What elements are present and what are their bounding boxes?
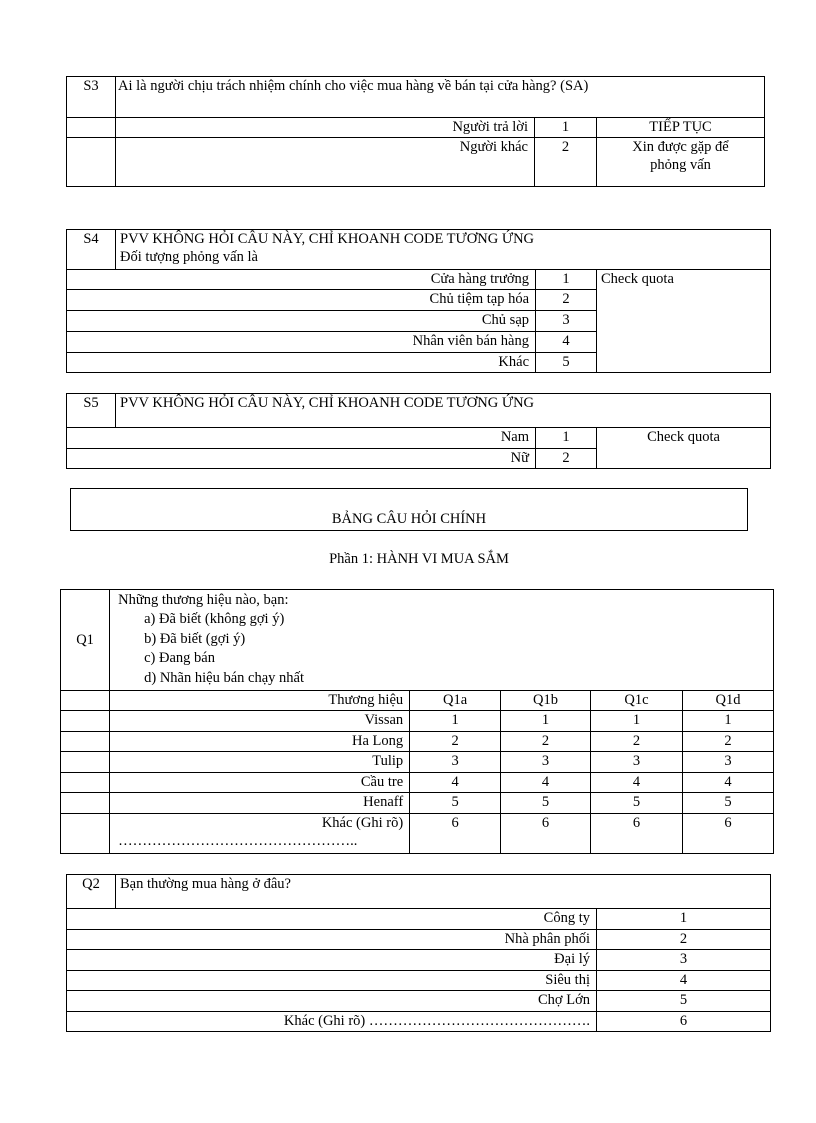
q1-cell-code[interactable]: 3: [590, 752, 682, 773]
q1-cell-code[interactable]: 5: [501, 793, 591, 814]
q1-header-col: Q1a: [410, 691, 501, 711]
s5-option-label: Nữ: [67, 449, 536, 469]
q1-cell-code[interactable]: 6: [682, 814, 773, 854]
q1-subitem: b) Đã biết (gợi ý): [144, 630, 246, 647]
q2-option-code[interactable]: 6: [597, 1012, 771, 1032]
q1-header-col: Q1c: [590, 691, 682, 711]
s4-option-code[interactable]: 2: [536, 290, 597, 311]
q1-cell-code[interactable]: 4: [682, 773, 773, 793]
q1-subitem: c) Đang bán: [144, 650, 215, 666]
s3-option-code[interactable]: 2: [535, 138, 597, 187]
q1-cell-code[interactable]: 1: [501, 711, 591, 732]
q2-option-label[interactable]: Khác (Ghi rõ) ……………………………………….: [67, 1012, 597, 1032]
q1-brand: Cầu tre: [110, 773, 410, 793]
main-title-box: [70, 488, 748, 531]
q1-cell-code[interactable]: 4: [501, 773, 591, 793]
s5-code: S5: [67, 394, 116, 428]
q1-other-cell: [110, 814, 410, 854]
s4-option-label: Chủ tiệm tạp hóa: [67, 290, 536, 311]
s4-option-label: Khác: [67, 353, 536, 373]
q1-cell-code[interactable]: 4: [410, 773, 501, 793]
q1-cell-code[interactable]: 3: [410, 752, 501, 773]
s3-table: [66, 76, 765, 187]
q1-header-brand: Thương hiệu: [110, 691, 410, 711]
q2-option-label: Công ty: [67, 909, 597, 930]
s4-option-label: Nhân viên bán hàng: [67, 332, 536, 353]
q1-cell-code[interactable]: 5: [682, 793, 773, 814]
q1-cell-code[interactable]: 1: [682, 711, 773, 732]
s3-option-note: Xin được gặp để phỏng vấn: [597, 138, 765, 187]
s4-code: S4: [67, 230, 116, 270]
q1-cell-code[interactable]: 1: [590, 711, 682, 732]
s3-option-label: Người trả lời: [116, 118, 535, 138]
q1-brand: Henaff: [110, 793, 410, 814]
q1-cell-code[interactable]: 5: [590, 793, 682, 814]
q1-question-block: [110, 590, 774, 691]
table-row: [61, 773, 774, 793]
q1-cell-code[interactable]: 2: [410, 732, 501, 752]
table-row: [61, 814, 774, 854]
q1-code: Q1: [61, 590, 110, 691]
s4-question: Đối tượng phỏng vấn là: [120, 249, 258, 265]
q1-header-col: Q1d: [682, 691, 773, 711]
q2-question: Bạn thường mua hàng ở đâu?: [116, 875, 771, 909]
q1-subitem: d) Nhãn hiệu bán chạy nhất: [144, 669, 304, 686]
q1-question: Những thương hiệu nào, bạn:: [118, 592, 289, 608]
s3-option-code[interactable]: 1: [535, 118, 597, 138]
s4-table: [66, 229, 771, 373]
q2-option-code[interactable]: 4: [597, 971, 771, 991]
s3-code: S3: [67, 77, 116, 118]
q2-option-label: Đại lý: [67, 950, 597, 971]
q2-option-code[interactable]: 3: [597, 950, 771, 971]
q1-cell-code[interactable]: 1: [410, 711, 501, 732]
s4-note: Check quota: [597, 270, 771, 373]
s3-option-note: TIẾP TỤC: [597, 118, 765, 138]
q1-subitem: a) Đã biết (không gợi ý): [144, 611, 285, 627]
q1-cell-code[interactable]: 2: [501, 732, 591, 752]
q1-cell-code[interactable]: 2: [682, 732, 773, 752]
s5-instruction: PVV KHÔNG HỎI CÂU NÀY, CHỈ KHOANH CODE TƯƠNG ỨNG: [116, 394, 771, 428]
q2-option-code[interactable]: 1: [597, 909, 771, 930]
s4-option-label: Chủ sạp: [67, 311, 536, 332]
s5-note: Check quota: [597, 428, 771, 469]
q2-option-label: Nhà phân phối: [67, 930, 597, 950]
q1-cell-code[interactable]: 4: [590, 773, 682, 793]
q1-cell-code[interactable]: 6: [590, 814, 682, 854]
q2-option-label: Chợ Lớn: [67, 991, 597, 1012]
s4-option-code[interactable]: 4: [536, 332, 597, 353]
s3-option-label: Người khác: [116, 138, 535, 187]
s5-table: [66, 393, 771, 469]
q1-other-dots[interactable]: …………………………………………..: [118, 833, 358, 849]
part1-title: Phần 1: HÀNH VI MUA SẮM: [329, 551, 509, 567]
s5-option-label: Nam: [67, 428, 536, 449]
q1-table: [60, 589, 774, 854]
q1-cell-code[interactable]: 3: [501, 752, 591, 773]
table-row: [61, 752, 774, 773]
s3-question: Ai là người chịu trách nhiệm chính cho việc mua hàng về bán tại cửa hàng? (SA): [116, 77, 765, 118]
q1-brand: Tulip: [110, 752, 410, 773]
s4-option-label: Cửa hàng trưởng: [67, 270, 536, 290]
q2-table: [66, 874, 771, 1032]
q2-code: Q2: [67, 875, 116, 909]
q1-cell-code[interactable]: 3: [682, 752, 773, 773]
q2-option-code[interactable]: 5: [597, 991, 771, 1012]
s4-option-code[interactable]: 3: [536, 311, 597, 332]
table-row: [61, 732, 774, 752]
main-title: BẢNG CÂU HỎI CHÍNH: [331, 511, 487, 527]
q2-option-code[interactable]: 2: [597, 930, 771, 950]
table-row: [61, 793, 774, 814]
table-row: [61, 711, 774, 732]
q1-cell-code[interactable]: 6: [410, 814, 501, 854]
q1-brand: Vissan: [110, 711, 410, 732]
q1-brand: Khác (Ghi rõ): [321, 815, 404, 831]
q1-cell-code[interactable]: 5: [410, 793, 501, 814]
q1-cell-code[interactable]: 6: [501, 814, 591, 854]
q1-header-col: Q1b: [501, 691, 591, 711]
q1-brand: Ha Long: [110, 732, 410, 752]
s4-option-code[interactable]: 1: [536, 270, 597, 290]
q2-option-label: Siêu thị: [67, 971, 597, 991]
s4-header: [116, 230, 771, 270]
s5-option-code[interactable]: 1: [536, 428, 597, 449]
s4-instruction: PVV KHÔNG HỎI CÂU NÀY, CHỈ KHOANH CODE TƯƠNG ỨNG: [120, 231, 535, 247]
s4-option-code[interactable]: 5: [536, 353, 597, 373]
s5-option-code[interactable]: 2: [536, 449, 597, 469]
q1-cell-code[interactable]: 2: [590, 732, 682, 752]
